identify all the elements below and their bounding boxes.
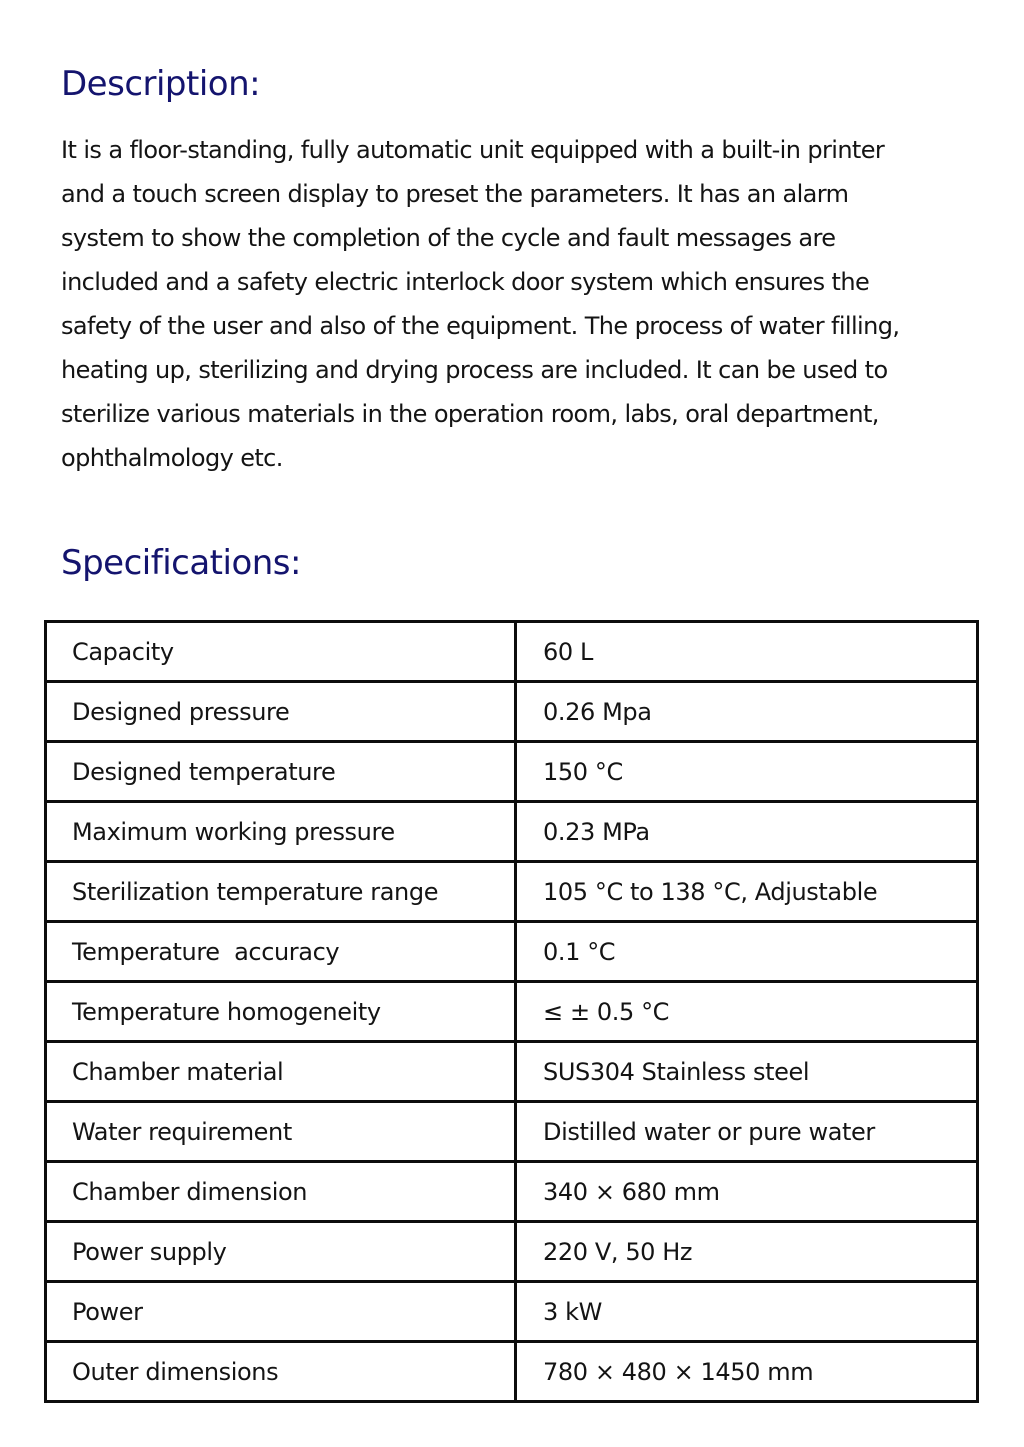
- spec-value: 60 L: [516, 622, 978, 682]
- spec-value: 3 kW: [516, 1282, 978, 1342]
- description-line: It is a floor-standing, fully automatic unit equipped with a built-in printer: [61, 136, 885, 164]
- spec-label: Water requirement: [46, 1102, 516, 1162]
- spec-row-chamber-dimension: [46, 1162, 978, 1222]
- spec-row-chamber-material: [46, 1042, 978, 1102]
- description-line: system to show the completion of the cycle and fault messages are: [61, 224, 836, 252]
- description-line: ophthalmology etc.: [61, 444, 283, 472]
- spec-label: Temperature accuracy: [46, 922, 516, 982]
- spec-value: 0.23 MPa: [516, 802, 978, 862]
- spec-label: Designed temperature: [46, 742, 516, 802]
- description-line: safety of the user and also of the equipment. The process of water filling,: [61, 312, 900, 340]
- specifications-table: [44, 620, 979, 1403]
- spec-label: Chamber material: [46, 1042, 516, 1102]
- spec-row-power-supply: [46, 1222, 978, 1282]
- spec-label: Power supply: [46, 1222, 516, 1282]
- description-paragraph: [61, 128, 961, 480]
- description-line: included and a safety electric interlock door system which ensures the: [61, 268, 870, 296]
- spec-value: 150 °C: [516, 742, 978, 802]
- description-heading: Description:: [61, 64, 261, 104]
- spec-row-sterilization-temperature-range: [46, 862, 978, 922]
- spec-row-capacity: [46, 622, 978, 682]
- spec-row-max-working-pressure: [46, 802, 978, 862]
- spec-value: Distilled water or pure water: [516, 1102, 978, 1162]
- spec-row-outer-dimensions: [46, 1342, 978, 1402]
- spec-value: 0.1 °C: [516, 922, 978, 982]
- specifications-heading: Specifications:: [61, 543, 301, 583]
- spec-value: 220 V, 50 Hz: [516, 1222, 978, 1282]
- spec-row-power: [46, 1282, 978, 1342]
- spec-label: Capacity: [46, 622, 516, 682]
- spec-value: 780 × 480 × 1450 mm: [516, 1342, 978, 1402]
- spec-value: 0.26 Mpa: [516, 682, 978, 742]
- spec-row-temperature-accuracy: [46, 922, 978, 982]
- spec-label: Designed pressure: [46, 682, 516, 742]
- description-line: and a touch screen display to preset the parameters. It has an alarm: [61, 180, 849, 208]
- spec-label: Sterilization temperature range: [46, 862, 516, 922]
- description-line: heating up, sterilizing and drying process are included. It can be used to: [61, 356, 888, 384]
- spec-label: Outer dimensions: [46, 1342, 516, 1402]
- spec-value: 105 °C to 138 °C, Adjustable: [516, 862, 978, 922]
- spec-row-temperature-homogeneity: [46, 982, 978, 1042]
- spec-row-designed-pressure: [46, 682, 978, 742]
- spec-label: Maximum working pressure: [46, 802, 516, 862]
- spec-value: ≤ ± 0.5 °C: [516, 982, 978, 1042]
- spec-value: 340 × 680 mm: [516, 1162, 978, 1222]
- spec-label: Power: [46, 1282, 516, 1342]
- spec-row-designed-temperature: [46, 742, 978, 802]
- description-line: sterilize various materials in the operation room, labs, oral department,: [61, 400, 879, 428]
- spec-value: SUS304 Stainless steel: [516, 1042, 978, 1102]
- spec-row-water-requirement: [46, 1102, 978, 1162]
- spec-label: Chamber dimension: [46, 1162, 516, 1222]
- spec-label: Temperature homogeneity: [46, 982, 516, 1042]
